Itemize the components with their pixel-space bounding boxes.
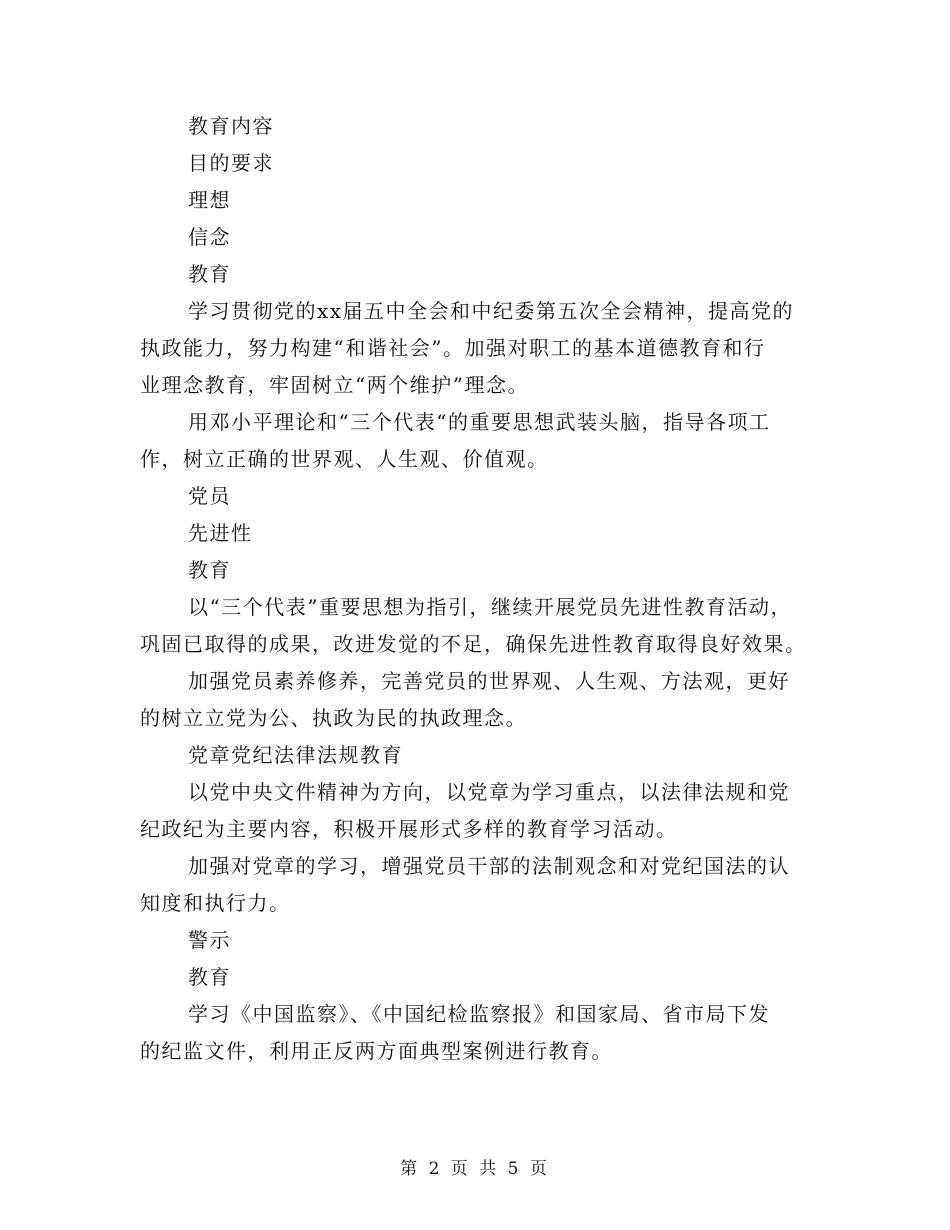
- text-line: 的树立立党为公、执政为民的执政理念。: [140, 706, 527, 730]
- text-line: 教育: [188, 262, 231, 286]
- text-line: 理想: [188, 188, 231, 212]
- text-line: 巩固已取得的成果，改进发觉的不足，确保先进性教育取得良好效果。: [140, 632, 807, 656]
- text-line: 学习《中国监察》、《中国纪检监察报》和国家局、省市局下发: [188, 1002, 770, 1026]
- text-line: 以“三个代表”重要思想为指引，继续开展党员先进性教育活动，: [188, 595, 792, 619]
- text-line: 党章党纪法律法规教育: [188, 743, 403, 767]
- text-line: 警示: [188, 928, 231, 952]
- text-line: 用邓小平理论和“三个代表“的重要思想武装头脑，指导各项工: [188, 410, 771, 434]
- text-line: 执政能力，努力构建“和谐社会”。加强对职工的基本道德教育和行: [140, 336, 766, 360]
- text-line: 教育内容: [188, 114, 274, 138]
- text-line: 加强对党章的学习，增强党员干部的法制观念和对党纪国法的认: [188, 854, 790, 878]
- text-line: 加强党员素养修养，完善党员的世界观、人生观、方法观，更好: [188, 669, 790, 693]
- document-body: [140, 108, 810, 1070]
- page-footer: 第 2 页 共 5 页: [400, 1159, 550, 1179]
- text-line: 党员: [188, 484, 231, 508]
- text-line: 信念: [188, 225, 231, 249]
- text-line: 的纪监文件，利用正反两方面典型案例进行教育。: [140, 1039, 613, 1063]
- text-line: 纪政纪为主要内容，积极开展形式多样的教育学习活动。: [140, 817, 678, 841]
- text-line: 学习贯彻党的xx届五中全会和中纪委第五次全会精神，提高党的: [188, 299, 795, 323]
- text-line: 先进性: [188, 521, 253, 545]
- text-line: 教育: [188, 558, 231, 582]
- text-line: 目的要求: [188, 151, 274, 175]
- text-line: 业理念教育，牢固树立“两个维护”理念。: [140, 373, 529, 397]
- text-line: 知度和执行力。: [140, 891, 291, 915]
- text-line: 以党中央文件精神为方向，以党章为学习重点，以法律法规和党: [188, 780, 790, 804]
- text-line: 教育: [188, 965, 231, 989]
- text-line: 作，树立正确的世界观、人生观、价值观。: [140, 447, 549, 471]
